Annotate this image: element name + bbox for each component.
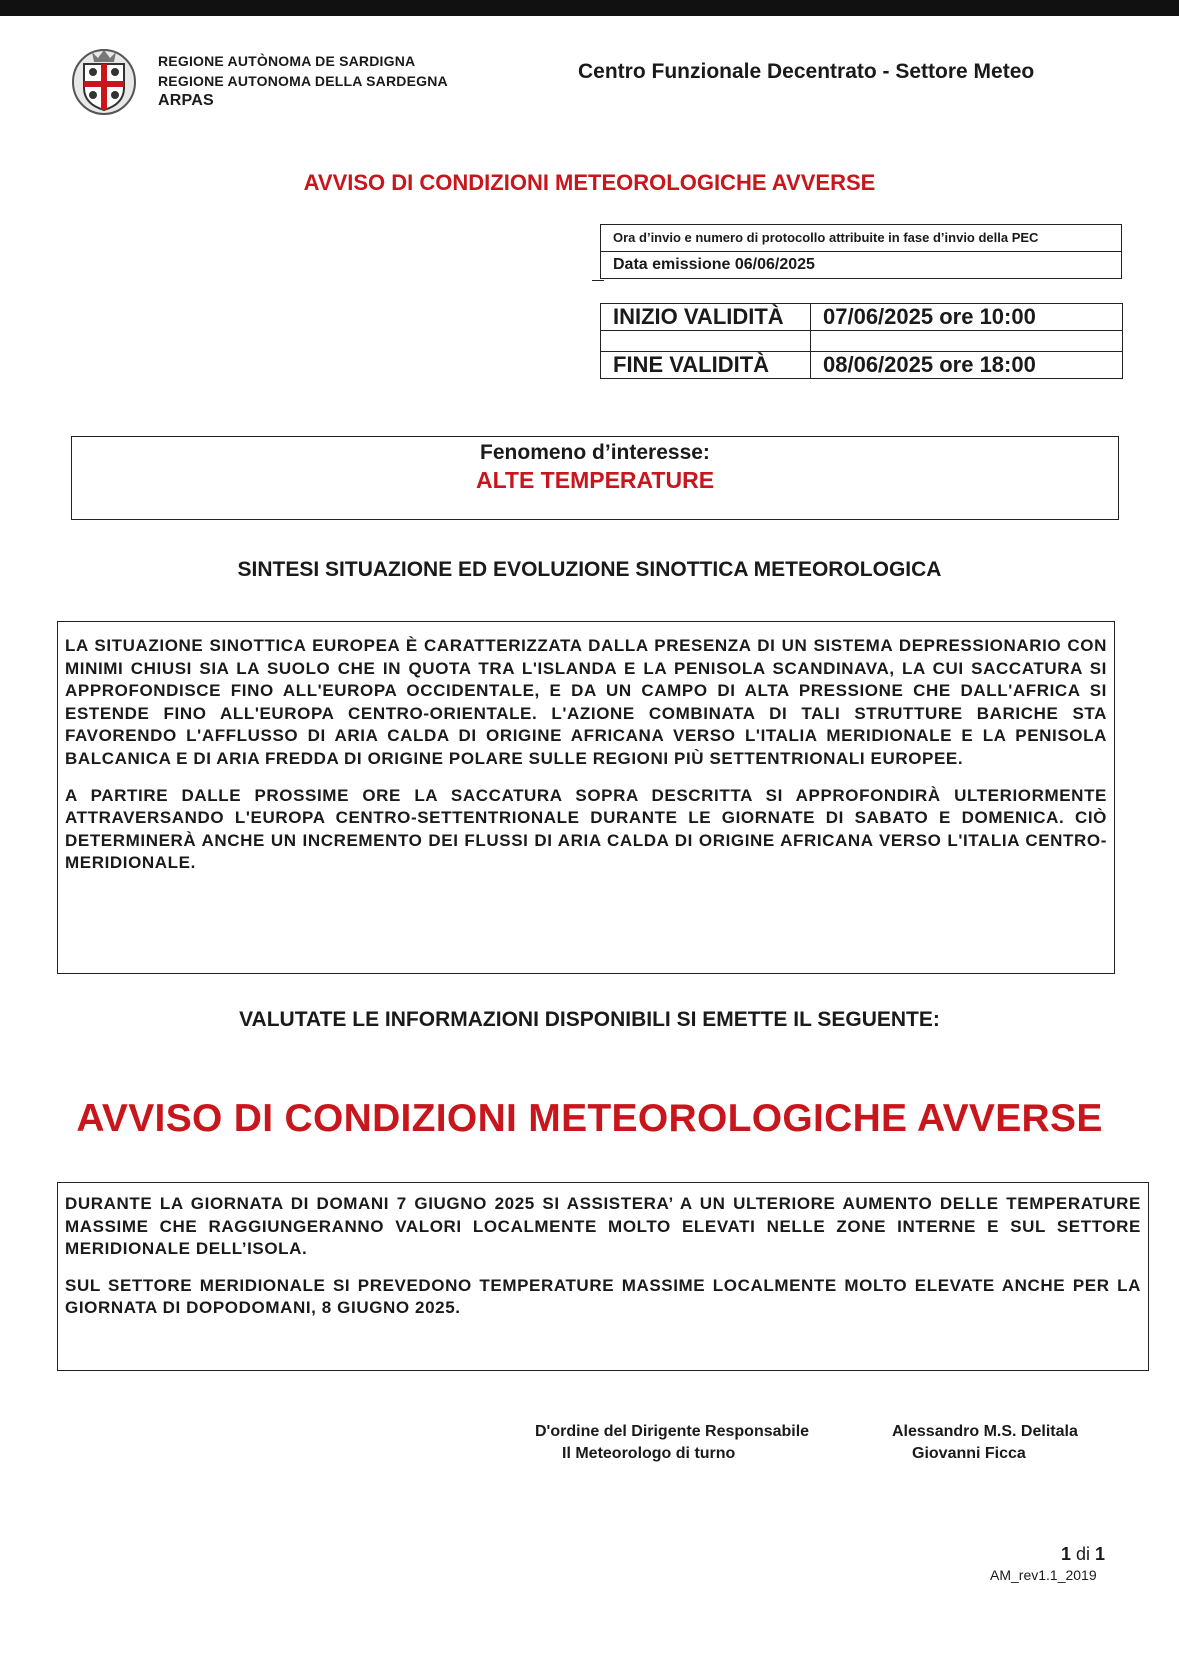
centro-funzionale: Centro Funzionale Decentrato - Settore Meteo xyxy=(578,60,1035,83)
signature-role-2: Il Meteorologo di turno xyxy=(562,1445,736,1462)
synopsis-paragraph: A PARTIRE DALLE PROSSIME ORE LA SACCATURA SOPRA DESCRITTA SI APPROFONDIRÀ ULTERIORMENTE ATTRAVERSANDO L'EUROPA CENTRO-SETTENTRIONALE DURANTE LE GIORNATE DI SABATO E DOMENICA. CIÒ DETERMINERÀ ANCHE UN INCREMENTO DEI FLUSSI DI ARIA CALDA DI ORIGINE AFRICANA VERSO L'ITALIA CENTRO-MERIDIONALE. xyxy=(65,785,1107,873)
org-line-3: ARPAS xyxy=(158,92,214,109)
valutate-heading: VALUTATE LE INFORMAZIONI DISPONIBILI SI EMETTE IL SEGUENTE: xyxy=(239,1008,940,1031)
signature-name-1: Alessandro M.S. Delitala xyxy=(892,1423,1078,1440)
signature-roles xyxy=(535,1421,809,1465)
synopsis-heading: SINTESI SITUAZIONE ED EVOLUZIONE SINOTTICA METEOROLOGICA xyxy=(237,558,942,581)
spacer-cell xyxy=(601,331,811,351)
validity-end-row xyxy=(601,352,1122,378)
synopsis-box xyxy=(57,621,1115,974)
page-total: 1 xyxy=(1095,1544,1106,1564)
protocol-note: Ora d’invio e numero di protocollo attribuite in fase d’invio della PEC xyxy=(601,225,1121,252)
warning-title: AVVISO DI CONDIZIONI METEOROLOGICHE AVVERSE xyxy=(76,1097,1103,1140)
phenomenon-label: Fenomeno d’interesse: xyxy=(480,441,710,464)
validity-spacer-row xyxy=(601,330,1122,352)
revision-code: AM_rev1.1_2019 xyxy=(990,1567,1097,1583)
validity-start-value: 07/06/2025 ore 10:00 xyxy=(823,304,1036,329)
validity-end-value: 08/06/2025 ore 18:00 xyxy=(823,352,1036,377)
page-number xyxy=(1061,1544,1105,1565)
validity-start-label: INIZIO VALIDITÀ xyxy=(601,304,811,330)
synopsis-paragraph: LA SITUAZIONE SINOTTICA EUROPEA È CARATTERIZZATA DALLA PRESENZA DI UN SISTEMA DEPRESSIONARIO CON MINIMI CHIUSI SIA LA SUOLO CHE IN QUOTA TRA L'ISLANDA E LA PENISOLA SCANDINAVA, LA CUI SACCATURA SI APPROFONDISCE FINO ALL'EUROPA OCCIDENTALE, E DA UN CAMPO DI ALTA PRESSIONE CHE DALL'AFRICA SI ESTENDE FINO ALL'EUROPA CENTRO-ORIENTALE. L'AZIONE COMBINATA DI TALI STRUTTURE BARICHE STA FAVORENDO L'AFFLUSSO DI ARIA CALDA DI ORIGINE AFRICANA VERSO L'ITALIA MERIDIONALE E LA PENISOLA BALCANICA E DI ARIA FREDDA DI ORIGINE POLARE SULLE REGIONI PIÙ SETTENTRIONALI EUROPEE. xyxy=(65,636,1107,768)
protocol-box xyxy=(600,224,1122,279)
signature-role-1: D'ordine del Dirigente Responsabile xyxy=(535,1423,810,1440)
warning-box xyxy=(57,1182,1149,1371)
sardinia-coat-of-arms-icon xyxy=(70,44,138,118)
org-line-2: REGIONE AUTONOMA DELLA SARDEGNA xyxy=(158,73,448,89)
validity-table xyxy=(600,303,1123,379)
phenomenon-value: ALTE TEMPERATURE xyxy=(475,467,715,493)
top-bar xyxy=(0,0,1179,16)
page-separator: di xyxy=(1071,1544,1096,1564)
spacer-cell xyxy=(811,331,823,351)
organization-block xyxy=(158,51,448,111)
signature-name-2: Giovanni Ficca xyxy=(912,1445,1026,1462)
validity-start-row xyxy=(601,304,1122,330)
document-title: AVVISO DI CONDIZIONI METEOROLOGICHE AVVERSE xyxy=(303,170,876,195)
page-current: 1 xyxy=(1061,1544,1072,1564)
emission-date: Data emissione 06/06/2025 xyxy=(613,256,815,273)
phenomenon-box xyxy=(71,436,1119,520)
org-line-1: REGIONE AUTÒNOMA DE SARDIGNA xyxy=(158,53,416,69)
divider xyxy=(592,280,604,281)
warning-paragraph: SUL SETTORE MERIDIONALE SI PREVEDONO TEMPERATURE MASSIME LOCALMENTE MOLTO ELEVATE ANCHE PER LA GIORNATA DI DOPODOMANI, 8 GIUGNO 2025. xyxy=(65,1275,1141,1318)
validity-end-label: FINE VALIDITÀ xyxy=(601,352,811,378)
signature-names xyxy=(892,1421,1078,1465)
warning-paragraph: DURANTE LA GIORNATA DI DOMANI 7 GIUGNO 2025 SI ASSISTERA’ A UN ULTERIORE AUMENTO DELLE TEMPERATURE MASSIME CHE RAGGIUNGERANNO VALORI LOCALMENTE MOLTO ELEVATI NELLE ZONE INTERNE E SUL SETTORE MERIDIONALE DELL’ISOLA. xyxy=(65,1194,1141,1259)
